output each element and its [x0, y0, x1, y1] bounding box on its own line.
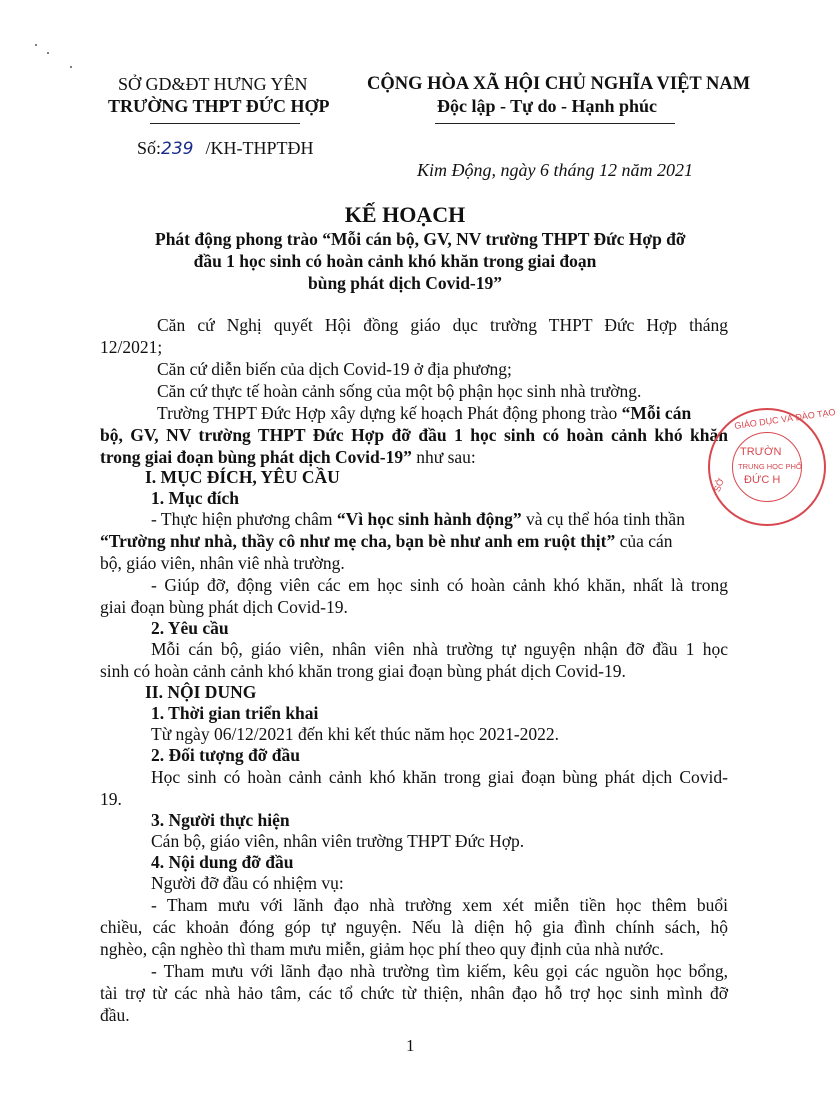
section-2-2-heading: 2. Đối tượng đỡ đầu — [151, 745, 301, 765]
basis-2: Căn cứ diễn biến của dịch Covid-19 ở địa phương; — [157, 359, 512, 379]
section-1-heading: I. MỤC ĐÍCH, YÊU CẦU — [145, 467, 340, 487]
executor: Cán bộ, giáo viên, nhân viên trường THPT Đức Hợp. — [151, 831, 525, 851]
agency-name: SỞ GD&ĐT HƯNG YÊN — [118, 74, 308, 94]
duty-1-line-b: chiều, các khoản đóng góp tự nguyện. Nếu là diện hộ gia đình chính sách, hộ — [100, 917, 728, 937]
slogan-underline — [435, 123, 675, 124]
duty-1-line-c: nghèo, cận nghèo thì tham mưu miễn, giảm học phí theo quy định của nhà nước. — [100, 939, 664, 959]
purpose-line-c: bộ, giáo viên, nhân viê nhà trường. — [100, 553, 345, 573]
intro-line-b: bộ, GV, NV trường THPT Đức Hợp đỡ đầu 1 học sinh có hoàn cảnh khó khăn — [100, 425, 728, 445]
duties-intro: Người đỡ đầu có nhiệm vụ: — [151, 873, 344, 893]
intro-line-a — [157, 402, 691, 424]
document-number — [137, 138, 313, 159]
handwritten-number: 239 — [161, 139, 194, 159]
duty-2-line-c: đầu. — [100, 1005, 130, 1025]
duty-2-line-a: - Tham mưu với lãnh đạo nhà trường tìm kiếm, kêu gọi các nguồn học bổng, — [151, 961, 728, 981]
target-line-b: 19. — [100, 789, 122, 809]
school-name-underline — [150, 123, 300, 124]
page-number: 1 — [406, 1036, 415, 1055]
intro-line-c-bold: trong giai đoạn bùng phát dịch Covid-19” — [100, 447, 412, 467]
number-suffix: /KH-THPTĐH — [205, 138, 314, 158]
school-name: TRƯỜNG THPT ĐỨC HỢP — [108, 96, 330, 116]
duty-1-line-a: - Tham mưu với lãnh đạo nhà trường xem xét miễn tiền học thêm buổi — [151, 895, 728, 915]
basis-1-line-b: 12/2021; — [100, 337, 163, 357]
basis-3: Căn cứ thực tế hoàn cảnh sống của một bộ phận học sinh nhà trường. — [157, 381, 642, 401]
stamp-arc-text: GIÁO DỤC VÀ ĐÀO TẠO — [733, 406, 836, 432]
duty-2-line-b: tài trợ từ các nhà hảo tâm, các tổ chức từ thiện, nhân đạo hỗ trợ học sinh mình đỡ — [100, 983, 728, 1003]
document-title: KẾ HOẠCH — [344, 202, 466, 227]
purpose-line-b — [100, 530, 673, 552]
purpose-line-a-tail: và cụ thể hóa tinh thần — [521, 509, 685, 529]
purpose-line-d: - Giúp đỡ, động viên các em học sinh có hoàn cảnh khó khăn, nhất là trong — [151, 575, 728, 595]
intro-line-a-bold: “Mỗi cán — [621, 403, 692, 423]
number-prefix: Số: — [137, 138, 162, 158]
purpose-line-e: giai đoạn bùng phát dịch Covid-19. — [100, 597, 348, 617]
purpose-line-a-text: - Thực hiện phương châm — [151, 509, 337, 529]
purpose-line-a-bold: “Vì học sinh hành động” — [336, 509, 522, 529]
section-2-1-heading: 1. Thời gian triển khai — [151, 703, 319, 723]
section-1-2-heading: 2. Yêu cầu — [151, 618, 229, 638]
section-2-4-heading: 4. Nội dung đỡ đầu — [151, 852, 294, 872]
stamp-side-text: SỞ — [711, 476, 726, 494]
national-slogan: Độc lập - Tự do - Hạnh phúc — [437, 96, 658, 116]
intro-line-c — [100, 446, 476, 468]
official-stamp — [708, 406, 836, 526]
section-1-1-heading: 1. Mục đích — [151, 488, 239, 508]
requirement-line-b: sinh có hoàn cảnh cảnh khó khăn trong giai đoạn bùng phát dịch Covid-19. — [100, 661, 626, 681]
subtitle-line-3: bùng phát dịch Covid-19” — [307, 273, 503, 293]
country-motto: CỘNG HÒA XÃ HỘI CHỦ NGHĨA VIỆT NAM — [367, 74, 751, 94]
purpose-line-b-bold: “Trường như nhà, thầy cô như mẹ cha, bạn bè như anh em ruột thịt” — [100, 531, 616, 551]
subtitle-line-2: đầu 1 học sinh có hoàn cảnh khó khăn trong giai đoạn — [193, 251, 597, 271]
stamp-line-1: TRƯỜN — [740, 446, 782, 458]
place-date: Kim Động, ngày 6 tháng 12 năm 2021 — [417, 160, 693, 180]
timeframe: Từ ngày 06/12/2021 đến khi kết thúc năm học 2021-2022. — [151, 724, 560, 744]
stamp-line-2: TRUNG HỌC PHỔ — [738, 462, 802, 471]
section-2-3-heading: 3. Người thực hiện — [151, 810, 290, 830]
basis-1-line-a: Căn cứ Nghị quyết Hội đồng giáo dục trường THPT Đức Hợp tháng — [157, 315, 728, 335]
stamp-line-3: ĐỨC H — [744, 474, 781, 486]
intro-line-a-text: Trường THPT Đức Hợp xây dựng kế hoạch Phát động phong trào — [157, 403, 622, 423]
section-2-heading: II. NỘI DUNG — [145, 682, 257, 702]
requirement-line-a: Mỗi cán bộ, giáo viên, nhân viên nhà trường tự nguyện nhận đỡ đầu 1 học — [151, 639, 728, 659]
intro-line-c-text: như sau: — [411, 447, 476, 467]
purpose-line-a — [151, 508, 685, 530]
subtitle-line-1: Phát động phong trào “Mỗi cán bộ, GV, NV trường THPT Đức Hợp đỡ — [155, 229, 686, 249]
purpose-line-b-tail: của cán — [615, 531, 673, 551]
target-line-a: Học sinh có hoàn cảnh cảnh khó khăn trong giai đoạn bùng phát dịch Covid- — [151, 767, 728, 787]
